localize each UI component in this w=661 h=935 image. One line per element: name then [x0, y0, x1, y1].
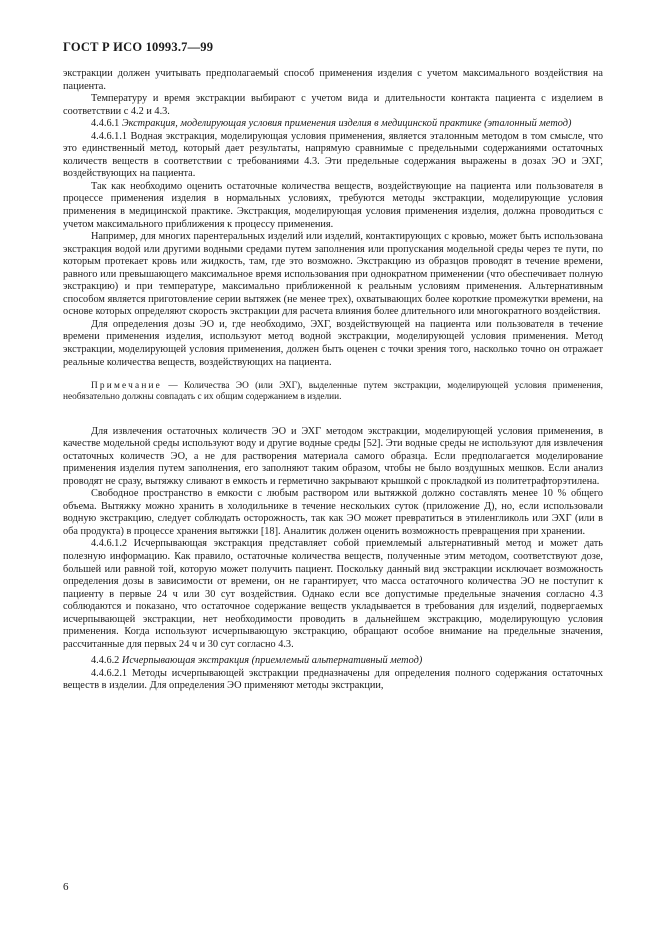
page-number: 6 [63, 881, 69, 893]
section-heading-4-4-6-1 [63, 118, 603, 131]
paragraph: Свободное пространство в емкости с любым раствором или вытяжкой должно составлять менее 10 % общего объема. Вытяжку можно хранить в холодильнике в течение нескольких суток (приложение Д), но, если использовали водную экстракцию, следует соблюдать осторожность, так как ЭО может превратиться в этиленгликоль или ЭХГ (или в оба продукта) в процессе хранения вытяжки [18]. Аналитик должен оценить возможность превращения при хранении. [63, 488, 603, 537]
section-title: Экстракция, моделирующая условия применения изделия в медицинской практике (эталонный метод) [121, 118, 572, 130]
paragraph: Например, для многих парентеральных изделий или изделий, контактирующих с кровью, может быть использована экстракция водой или другими водными средами путем заполнения или пропускания модельной среды через те пути, по которым протекает кровь или жидкость, там, где это возможно. Экстракцию из образцов проводят в течение времени, равного или превышающего максимальное время использования при однократном применении (что обеспечивает полную экстракцию) и при температуре, максимально приближенной к реальным условиям применения. Альтернативным способом является приготовление серии вытяжек (не менее трех), охватывающих более короткие промежутки времени, на основе которых определяют скорость экстракции для расчета влияния более длительного или многократного воздействия. [63, 231, 603, 318]
document-header: ГОСТ Р ИСО 10993.7—99 [63, 40, 214, 54]
document-body [63, 68, 603, 693]
paragraph: 4.4.6.1.1 Водная экстракция, моделирующая условия применения, является эталонным методом в том смысле, что это единственный метод, который дает результаты, напрямую сравнимые с предельными содержаниями остаточных количеств веществ в соответствии с требованиями 4.3. Эти предельные содержания выражены в дозах ЭО и ЭХГ, воздействующих на пациента. [63, 130, 603, 180]
paragraph: 4.4.6.1.2 Исчерпывающая экстракция представляет собой приемлемый альтернативный метод и может дать полезную информацию. Как правило, остаточные количества веществ, полученные этим методом, соответствуют дозе, большей или равной той, которую может получить пациент. Поскольку данный вид экстракции исключает возможность определения дозы в зависимости от времени, он не гарантирует, что масса остаточного количества ЭО не поступит к пациенту в первые 24 ч или 30 сут воздействия. Однако если все допустимые предельные значения согласно 4.3 соблюдаются и показано, что остаточное содержание веществ укладывается в требования для изделий, подвергаемых исчерпывающей экстракции, нет необходимости проводить в дальнейшем экстракцию, моделирующую условия применения. Когда используют исчерпывающую экстракцию, обращают особое внимание на предельные значения, рассчитанные для первых 24 ч и 30 сут согласно 4.3. [63, 538, 603, 650]
section-heading-4-4-6-2 [63, 655, 603, 668]
paragraph: экстракции должен учитывать предполагаемый способ применения изделия с учетом максимального воздействия на пациента. [63, 68, 603, 92]
section-number: 4.4.6.2 [91, 655, 120, 667]
section-number: 4.4.6.1 [91, 118, 120, 130]
note-text: — Количества ЭО (или ЭХГ), выделенные путем экстракции, моделирующей условия применения, необязательно должны совпадать с их общим содержанием в изделии. [63, 381, 603, 403]
section-title: Исчерпывающая экстракция (приемлемый альтернативный метод) [121, 655, 423, 667]
paragraph: Для извлечения остаточных количеств ЭО и ЭХГ методом экстракции, моделирующей условия применения, в качестве модельной среды используют воду и другие водные среды [52]. Эти водные среды не используют для извлечения остаточных количеств ЭО, а не для растворения материала самого образца. Если предполагается моделирование применения изделия путем заполнения, его заполняют таким образом, чтобы не было воздушных мешков. Если анализ проводят не сразу, вытяжку сливают в емкость и герметично закрывают крышкой с прокладкой из политетрафторэтилена. [63, 425, 603, 487]
note-label: Примечание [91, 381, 162, 392]
paragraph: Для определения дозы ЭО и, где необходимо, ЭХГ, воздействующей на пациента или пользователя в течение времени применения изделия, используют метод водной экстракции, моделирующей условия применения. Метод экстракции, моделирующей условия применения, должен быть оценен с точки зрения того, насколько точно он отражает реальные количества веществ, воздействующих на пациента. [63, 318, 603, 368]
note [63, 381, 603, 403]
paragraph: 4.4.6.2.1 Методы исчерпывающей экстракции предназначены для определения полного содержания остаточных веществ в изделии. Для определения ЭО применяют методы экстракции, [63, 667, 603, 692]
paragraph: Температуру и время экстракции выбирают с учетом вида и длительности контакта пациента с изделием в соответствии с 4.2 и 4.3. [63, 93, 603, 117]
paragraph: Так как необходимо оценить остаточные количества веществ, воздействующие на пациента или пользователя в процессе применения изделия в нормальных условиях, требуются методы экстракции, моделирующие условия применения в медицинской практике. Экстракция, моделирующая условия применения изделия, должна проводиться с учетом максимального приближения к процессу применения. [63, 180, 603, 230]
